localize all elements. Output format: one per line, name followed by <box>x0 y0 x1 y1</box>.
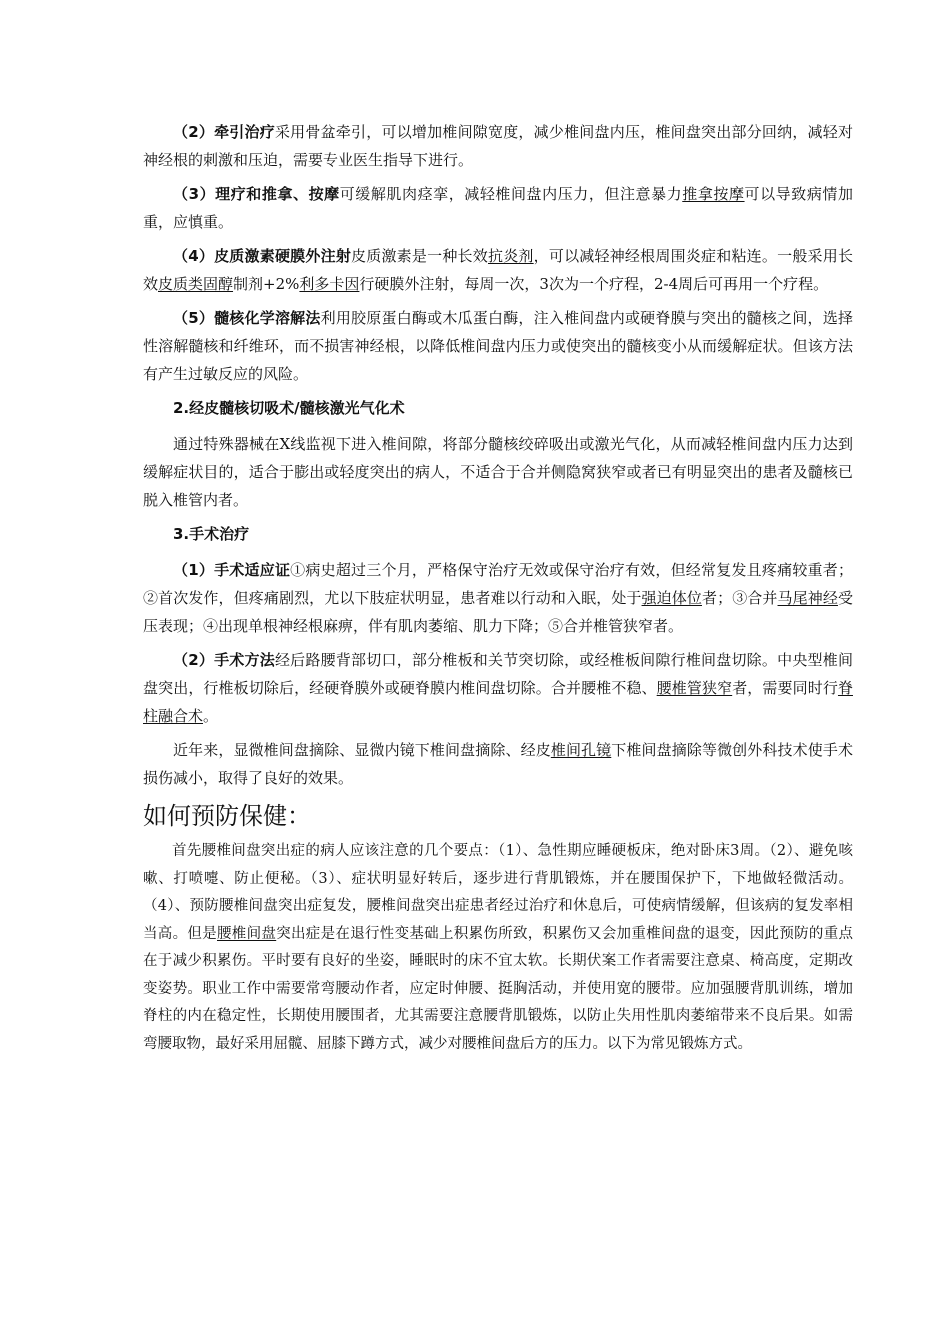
traction-text: 采用骨盆牵引，可以增加椎间隙宽度，减少椎间盘内压，椎间盘突出部分回纳，减轻对神经根的刺激和压迫，需要专业医生指导下进行。 <box>143 123 853 169</box>
massage-paragraph <box>143 180 853 236</box>
foraminoscope-link[interactable]: 椎间孔镜 <box>550 741 612 759</box>
prevention-text-b: 突出症是在退行性变基础上积累伤所致，积累伤又会加重椎间盘的退变，因此预防的重点在于减少积累伤。平时要有良好的坐姿，睡眠时的床不宜太软。长期伏案工作者需要注意桌、椅高度，定期改变姿势。职业工作中需要常弯腰动作者，应定时伸腰、挺胸活动，并使用宽的腰带。应加强腰背肌训练，增加脊柱的内在稳定性，长期使用腰围者，尤其需要注意腰背肌锻炼，以防止失用性肌肉萎缩带来不良后果。如需弯腰取物，最好采用屈髋、屈膝下蹲方式，减少对腰椎间盘后方的压力。以下为常见锻炼方式。 <box>143 925 854 1052</box>
methods-paragraph <box>143 646 853 730</box>
section-2-paragraph: 通过特殊器械在X线监视下进入椎间隙，将部分髓核绞碎吸出或激光气化，从而减轻椎间盘内压力达到缓解症状目的，适合于膨出或轻度突出的病人，不适合于合并侧隐窝狭窄或者已有明显突出的患者及髓核已脱入椎管内者。 <box>143 435 853 509</box>
cauda-equina-link[interactable]: 马尾神经 <box>777 589 838 607</box>
indications-text-b: 者；③合并 <box>701 589 778 607</box>
methods-label: （2）手术方法 <box>173 651 275 669</box>
massage-link[interactable]: 推拿按摩 <box>682 185 745 203</box>
recent-text-b: 下椎间盘摘除等微创外科技术使手术损伤减小，取得了良好的效果。 <box>143 741 853 787</box>
chemonucleolysis-text: 利用胶原蛋白酶或木瓜蛋白酶，注入椎间盘内或硬脊膜与突出的髓核之间，选择性溶解髓核和纤维环，而不损害神经根，以降低椎间盘内压力或使突出的髓核变小从而缓解症状。但该方法有产生过敏反应的风险。 <box>143 309 853 383</box>
prevention-heading: 如何预防保健： <box>143 802 311 830</box>
methods-text-a: 经后路腰背部切口，部分椎板和关节突切除，或经椎板间隙行椎间盘切除。中央型椎间盘突出，行椎板切除后，经硬脊膜外或硬脊膜内椎间盘切除。合并腰椎不稳、 <box>143 651 853 697</box>
indications-text-c: 受压表现；④出现单根神经根麻痹，伴有肌肉萎缩、肌力下降；⑤合并椎管狭窄者。 <box>143 589 853 635</box>
spinal-stenosis-link[interactable]: 腰椎管狭窄 <box>656 679 733 697</box>
corticosteroid-link[interactable]: 皮质类固醇 <box>158 275 234 293</box>
steroid-label: （4）皮质激素硬膜外注射 <box>173 247 352 265</box>
massage-text-b: 可以导致病情加重，应慎重。 <box>143 185 853 231</box>
methods-text-c: 。 <box>203 707 219 725</box>
indications-label: （1）手术适应证 <box>173 561 291 579</box>
steroid-text-d: 行硬膜外注射，每周一次，3次为一个疗程，2-4周后可再用一个疗程。 <box>359 275 829 293</box>
steroid-paragraph <box>143 242 853 298</box>
document-page <box>143 118 853 1064</box>
massage-text-a: 可缓解肌肉痉挛，减轻椎间盘内压力，但注意暴力 <box>339 185 683 203</box>
lidocaine-link[interactable]: 利多卡因 <box>299 275 360 293</box>
recent-advances-paragraph <box>143 736 853 792</box>
steroid-text-b: ，可以减轻神经根周围炎症和粘连。一般采用长效 <box>143 247 853 293</box>
spinal-fusion-link[interactable]: 脊柱融合术 <box>143 679 853 725</box>
steroid-text-a: 皮质激素是一种长效 <box>351 247 488 265</box>
lumbar-disc-link[interactable]: 腰椎间盘 <box>217 925 277 942</box>
section-3-heading: 3.手术治疗 <box>173 525 250 543</box>
methods-text-b: 者，需要同时行 <box>732 679 838 697</box>
prevention-paragraph <box>143 838 853 1058</box>
indications-paragraph <box>143 556 853 640</box>
prevention-text-a: 首先腰椎间盘突出症的病人应该注意的几个要点：（1）、急性期应睡硬板床，绝对卧床3周。（2）、避免咳嗽、打喷嚏、防止便秘。（3）、症状明显好转后，逐步进行背肌锻炼，并在腰围保护下，下地做轻微活动。（4）、预防腰椎间盘突出症复发，腰椎间盘突出症患者经过治疗和休息后，可使病情缓解，但该病的复发率相当高。但是 <box>143 843 853 942</box>
massage-label: （3）理疗和推拿、按摩 <box>173 185 340 203</box>
recent-text-a: 近年来，显微椎间盘摘除、显微内镜下椎间盘摘除、经皮 <box>173 741 551 759</box>
traction-label: （2）牵引治疗 <box>173 123 275 141</box>
anti-inflammatory-link[interactable]: 抗炎剂 <box>487 247 534 265</box>
traction-paragraph <box>143 118 853 174</box>
steroid-text-c: 制剂+2% <box>233 275 300 293</box>
indications-text-a: ①病史超过三个月，严格保守治疗无效或保守治疗有效，但经常复发且疼痛较重者；②首次发作，但疼痛剧烈，尤以下肢症状明显，患者难以行动和入眠，处于 <box>143 561 853 607</box>
chemonucleolysis-paragraph <box>143 304 853 388</box>
forced-position-link[interactable]: 强迫体位 <box>641 589 702 607</box>
chemonucleolysis-label: （5）髓核化学溶解法 <box>173 309 321 327</box>
section-2-heading: 2.经皮髓核切吸术/髓核激光气化术 <box>173 399 405 417</box>
